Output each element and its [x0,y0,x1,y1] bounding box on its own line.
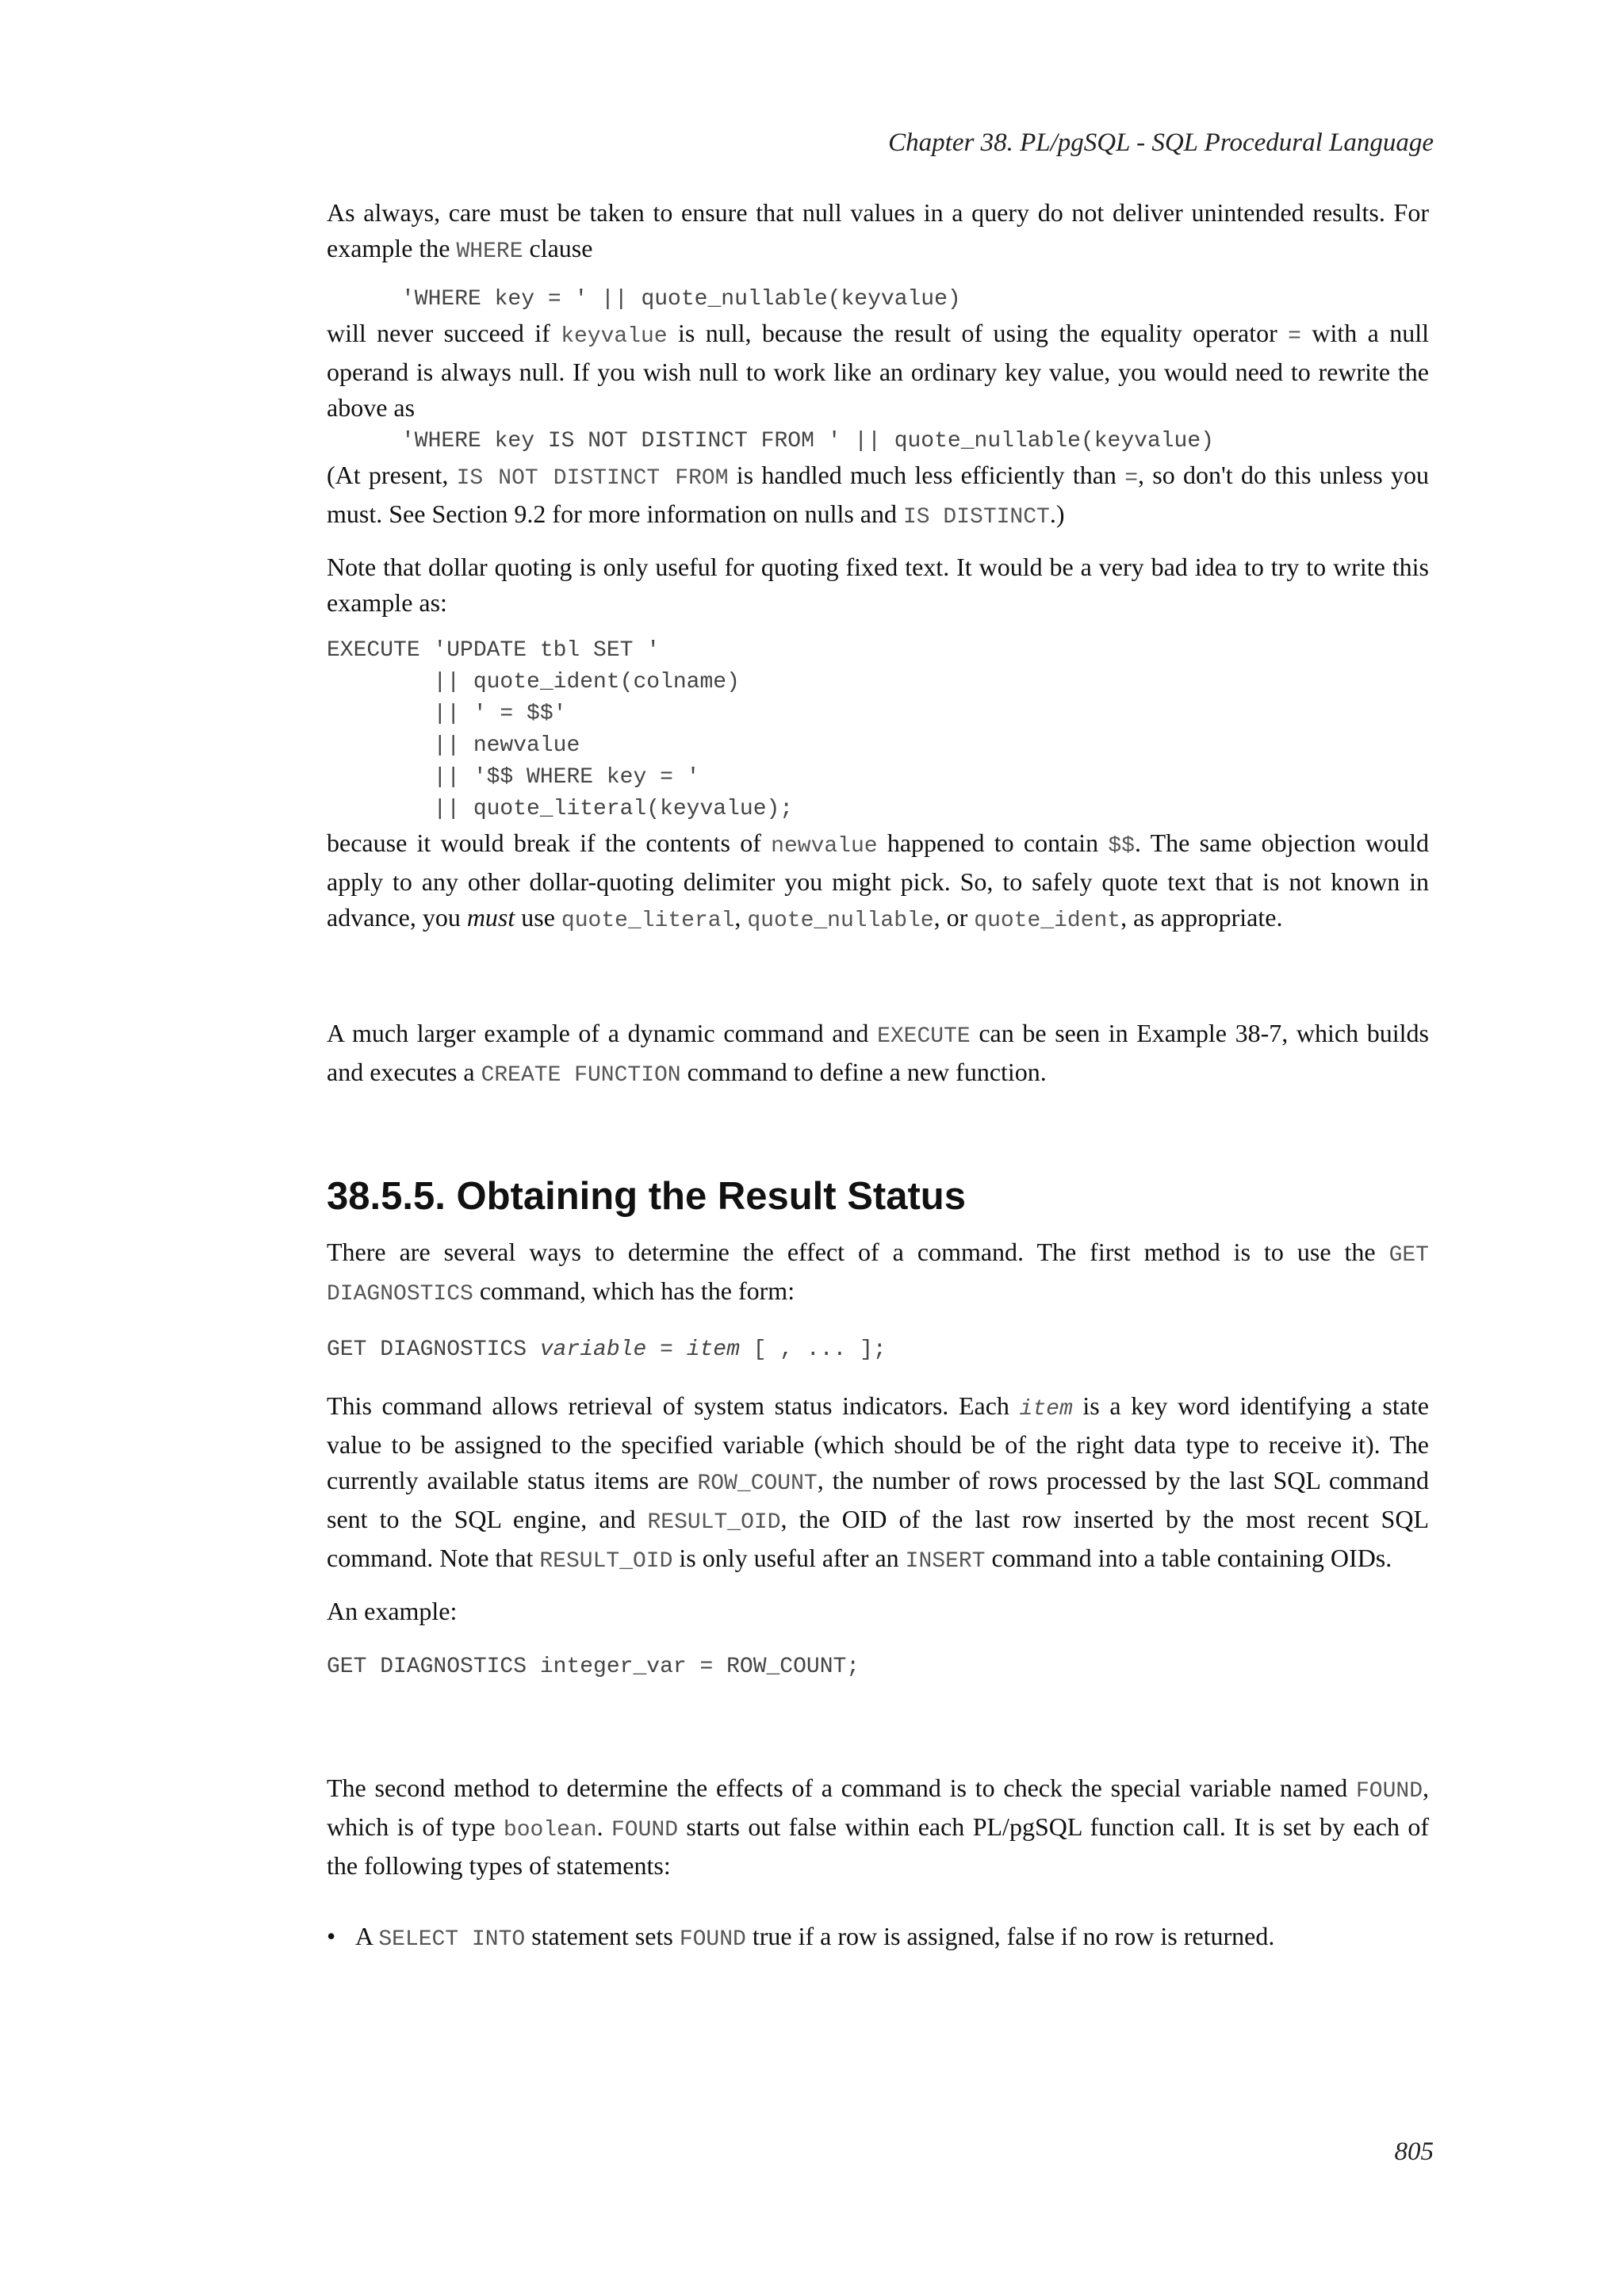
code-get-diagnostics-syntax [327,1334,1429,1366]
paragraph-dollar-quoting: Note that dollar quoting is only useful for quoting fixed text. It would be a very bad idea to try to write this example as: [327,553,1429,617]
paragraph-because-break [327,825,1429,939]
text: GET DIAGNOSTICS [327,1337,540,1362]
text: can be seen in Example 38-7, which builds and executes a [327,1019,1429,1086]
text: , the number of rows processed by the last SQL command sent to the SQL engine, and [327,1466,1430,1533]
inline-code: SELECT INTO [378,1927,526,1952]
inline-code: = [1288,324,1301,349]
text: . The same objection would apply to any other dollar-quoting delimiter you might pick. So, to safely quote text that is not known in advance, you [327,828,1430,932]
list-item [327,1919,1429,1957]
inline-code: EXECUTE [877,1024,971,1049]
inline-code: item [1019,1397,1073,1422]
inline-code: CREATE FUNCTION [481,1063,681,1088]
section-heading: 38.5.5. Obtaining the Result Status [327,1175,966,1218]
paragraph-status-indicators [327,1388,1429,1579]
code-get-diagnostics-example: GET DIAGNOSTICS integer_var = ROW_COUNT; [327,1655,860,1679]
inline-code: $$ [1108,834,1135,859]
running-header: Chapter 38. PL/pgSQL - SQL Procedural Language [888,128,1434,157]
paragraph-several-ways [327,1234,1429,1312]
inline-code: IS NOT DISTINCT FROM [456,466,729,491]
text: The second method to determine the effects of a command is to check the special variable named [327,1774,1356,1802]
text: A much larger example of a dynamic command and [327,1019,878,1047]
text: command, which has the form: [473,1276,795,1305]
text: is only useful after an [672,1544,906,1572]
inline-code: RESULT_OID [539,1549,673,1574]
inline-code: WHERE [456,239,523,264]
inline-code: quote_ident [974,909,1121,933]
text: There are several ways to determine the effect of a command. The first method is to use the [327,1238,1389,1266]
text: , so don't do this unless you must. See Section 9.2 for more information on nulls and [327,461,1430,528]
code-example-distinct: 'WHERE key IS NOT DISTINCT FROM ' || quote_nullable(keyvalue) [401,429,1214,453]
paragraph-null-values [327,195,1429,270]
bullet-marker: • [327,1922,336,1950]
text: is null, because the result of using the equality operator [667,319,1289,347]
paragraph-second-method [327,1770,1429,1884]
inline-code: boolean [503,1818,597,1843]
code-example-execute: EXECUTE 'UPDATE tbl SET ' || quote_ident(colname) || ' = $$' || newvalue || '$$ WHERE key = ' || quote_literal(keyvalue); [327,638,794,821]
text: , which is of type [327,1774,1429,1841]
paragraph-larger-example [327,1016,1429,1093]
text: will never succeed if [327,319,561,347]
inline-code: = [1124,466,1139,491]
text: .) [1049,499,1065,528]
text: clause [523,234,593,262]
inline-code: FOUND [679,1927,746,1952]
inline-code: INSERT [905,1549,986,1574]
text: . [596,1812,611,1841]
inline-code: keyvalue [561,324,668,349]
inline-code: ROW_COUNT [697,1471,818,1496]
paragraph-an-example: An example: [327,1597,458,1625]
text: As always, care must be taken to ensure that null values in a query do not deliver unintended results. For example the [327,198,1429,262]
code-variable: item [686,1337,740,1362]
inline-code: IS DISTINCT [903,505,1050,530]
inline-code: RESULT_OID [647,1510,781,1535]
text: happened to contain [877,828,1109,857]
code-variable: variable [539,1337,647,1362]
list-item-text [355,1919,1274,1957]
text: because it would break if the contents of [327,828,772,857]
text: use [515,903,561,932]
paragraph-never-succeed [327,316,1429,426]
text: [ , ... ]; [739,1337,887,1362]
text: is a key word identifying a state value to be assigned to the specified variable (which should be of the right data type to receive it). The currently available status items are [327,1391,1430,1494]
text: true if a row is assigned, false if no row is returned. [745,1922,1275,1950]
text: (At present, [327,461,457,489]
inline-code: quote_literal [561,909,735,933]
inline-code: quote_nullable [747,909,934,933]
paragraph-at-present [327,457,1429,535]
text: command into a table containing OIDs. [985,1544,1392,1572]
text: A [355,1922,379,1950]
text: , [734,903,748,932]
inline-code: FOUND [1355,1779,1423,1804]
text: command to define a new function. [680,1058,1047,1086]
text: , the OID of the last row inserted by the most recent SQL command. Note that [327,1505,1429,1572]
text: is handled much less efficiently than [728,461,1125,489]
text: , or [933,903,975,932]
text: , as appropriate. [1120,903,1283,932]
text: with a null operand is always null. If you wish null to work like an ordinary key value, you would need to rewrite the above as [327,319,1430,422]
text: statement sets [525,1922,680,1950]
text: = [646,1337,687,1362]
text: starts out false within each PL/pgSQL function call. It is set by each of the following types of statements: [327,1812,1430,1880]
text: This command allows retrieval of system status indicators. Each [327,1391,1020,1420]
inline-code: newvalue [771,834,878,859]
inline-code: FOUND [611,1818,679,1843]
inline-code: GET DIAGNOSTICS [327,1243,1429,1307]
code-example-where-clause: 'WHERE key = ' || quote_nullable(keyvalue) [401,287,961,312]
emphasis: must [466,903,515,932]
page-number: 805 [1394,2137,1434,2166]
page-content [327,195,1429,1957]
